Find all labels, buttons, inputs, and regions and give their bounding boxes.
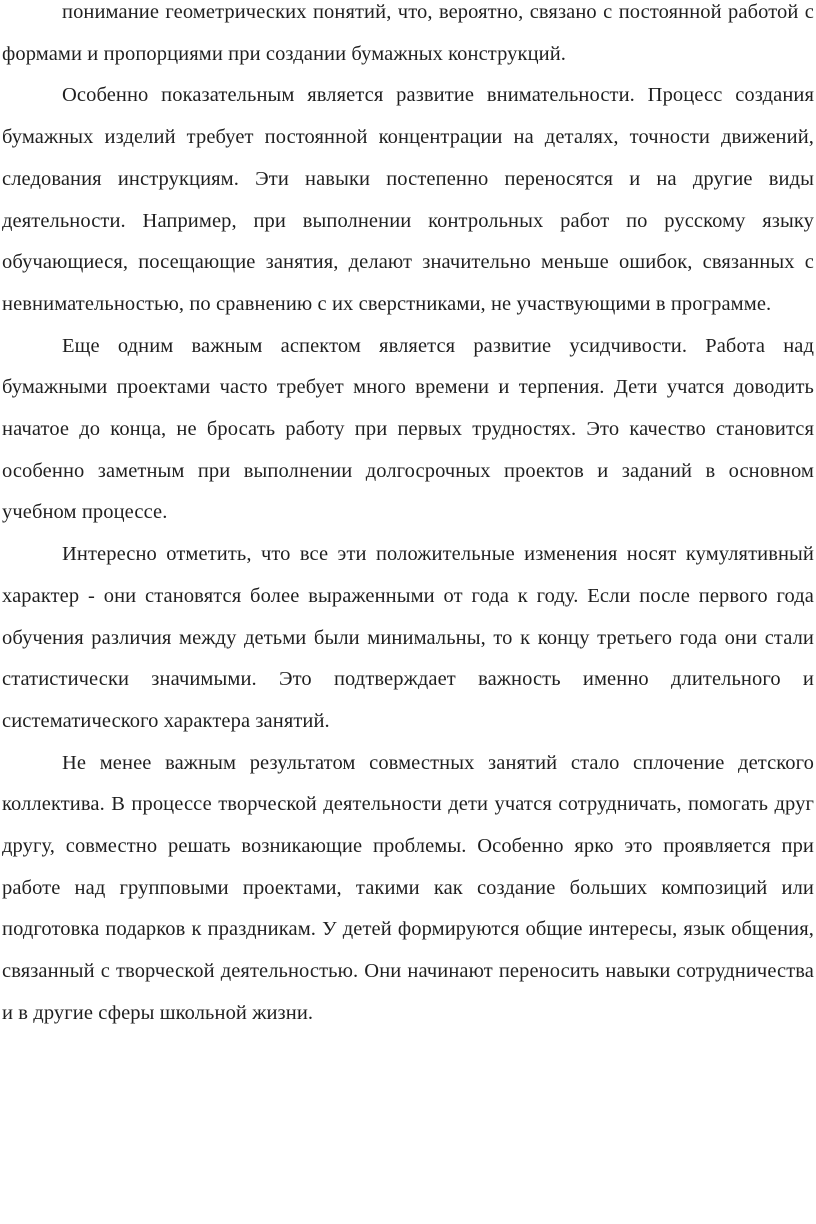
paragraph-attentiveness: Особенно показательным является развитие внимательности. Процесс создания бумажных изделий требует постоянной концентрации на деталях, точности движений, следования инструкциям. Эти навыки постепенно переносятся и на другие виды деятельности. Например, при выполнении контрольных работ по русскому языку обучающиеся, посещающие занятия, делают значительно меньше ошибок, связанных с невнимательностью, по сравнению с их сверстниками, не участвующими в программе. — [2, 84, 814, 315]
paragraph-cumulative-effect: Интересно отметить, что все эти положительные изменения носят кумулятивный характер - они становятся более выраженными от года к году. Если после первого года обучения различия между детьми были минимальны, то к концу третьего года они стали статистически значимыми. Это подтверждает важность именно длительного и систематического характера занятий. — [2, 543, 814, 732]
paragraph-team-cohesion: Не менее важным результатом совместных занятий стало сплочение детского коллектива. В процессе творческой деятельности дети учатся сотрудничать, помогать друг другу, совместно решать возникающие проблемы. Особенно ярко это проявляется при работе над групповыми проектами, такими как создание больших композиций или подготовка подарков к праздникам. У детей формируются общие интересы, язык общения, связанный с творческой деятельностью. Они начинают переносить навыки сотрудничества и в другие сферы школьной жизни. — [2, 751, 814, 1024]
paragraph-perseverance: Еще одним важным аспектом является развитие усидчивости. Работа над бумажными проектами часто требует много времени и терпения. Дети учатся доводить начатое до конца, не бросать работу при первых трудностях. Это качество становится особенно заметным при выполнении долгосрочных проектов и заданий в основном учебном процессе. — [2, 334, 814, 524]
paragraph-continuation: понимание геометрических понятий, что, вероятно, связано с постоянной работой с формами и пропорциями при создании бумажных конструкций. — [2, 1, 814, 65]
